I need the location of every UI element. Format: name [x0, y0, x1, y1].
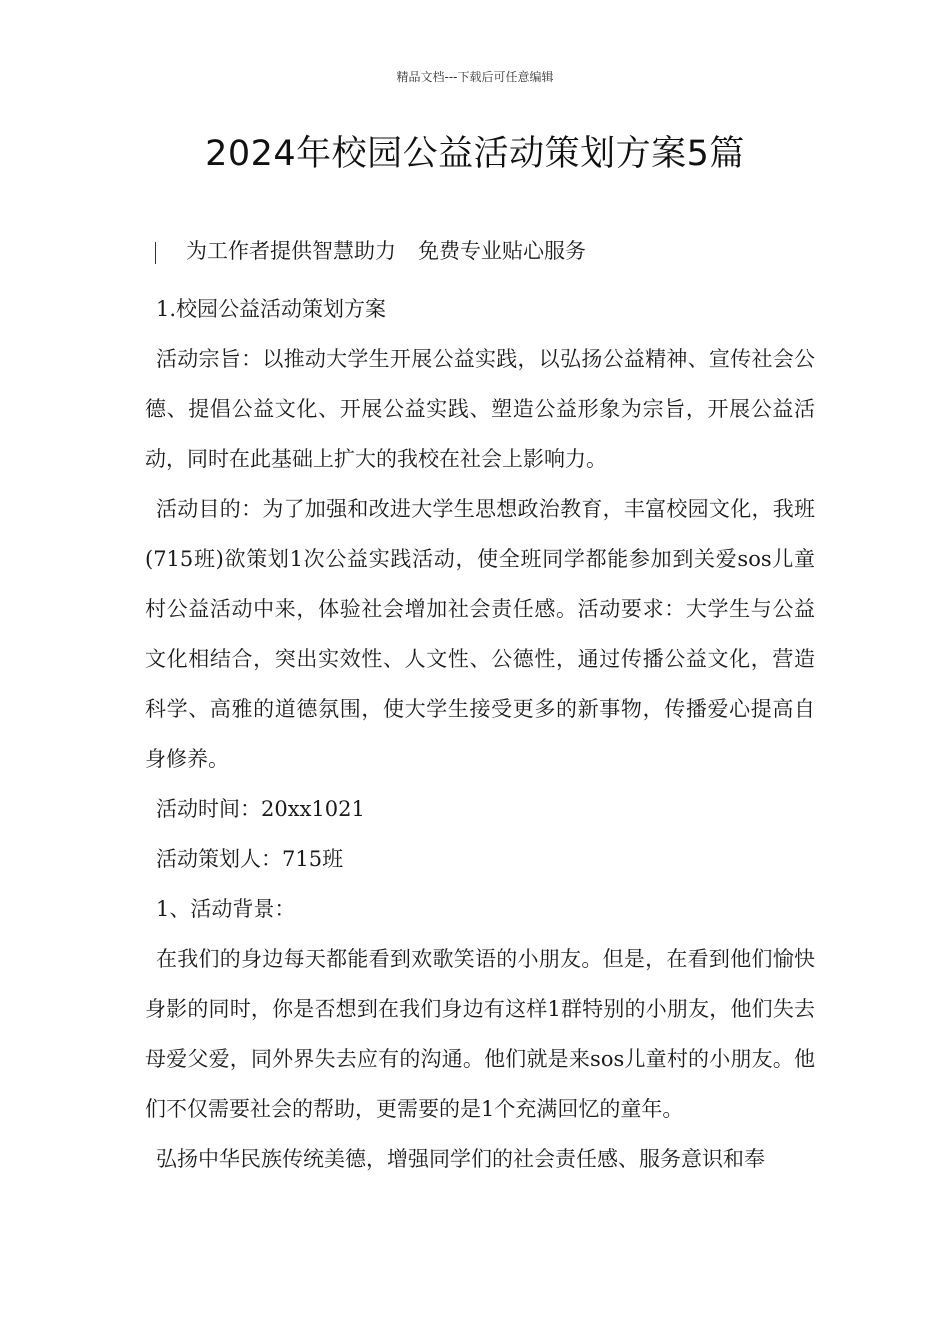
section-heading: 1.校园公益活动策划方案: [156, 297, 387, 321]
slogan-part-2: 免费专业贴心服务: [418, 239, 586, 263]
paragraph-goal: 活动目的：为了加强和改进大学生思想政治教育，丰富校园文化，我班(715班)欲策划1次公益实践活动，使全班同学都能参加到关爱sos儿童村公益活动中来，体验社会增加社会责任感。活动要求：大学生与公益文化相结合，突出实效性、人文性、公德性，通过传播公益文化，营造科学、高雅的道德氛围，使大学生接受更多的新事物，传播爱心提高自身修养。: [145, 497, 815, 771]
paragraph-background: 在我们的身边每天都能看到欢歌笑语的小朋友。但是，在看到他们愉快身影的同时，你是否想到在我们身边有这样1群特别的小朋友，他们失去母爱父爱，同外界失去应有的沟通。他们就是来sos儿童村的小朋友。他们不仅需要社会的帮助，更需要的是1个充满回忆的童年。: [145, 947, 815, 1121]
document-title: 2024年校园公益活动策划方案5篇: [205, 134, 745, 174]
paragraph-continued: 弘扬中华民族传统美德，增强同学们的社会责任感、服务意识和奉: [156, 1147, 765, 1171]
divider-bar: [155, 242, 156, 264]
paragraph-time: 活动时间：20xx1021: [156, 797, 365, 821]
header-note: 精品文档---下载后可任意编辑: [396, 70, 554, 84]
slogan-line: [155, 236, 586, 266]
paragraph-planner: 活动策划人：715班: [156, 847, 344, 871]
subsection-heading: 1、活动背景：: [156, 897, 296, 921]
document-body: [145, 284, 815, 1184]
paragraph-purpose: 活动宗旨：以推动大学生开展公益实践，以弘扬公益精神、宣传社会公德、提倡公益文化、开展公益实践、塑造公益形象为宗旨，开展公益活动，同时在此基础上扩大的我校在社会上影响力。: [145, 347, 815, 471]
slogan-part-1: 为工作者提供智慧助力: [186, 239, 396, 263]
